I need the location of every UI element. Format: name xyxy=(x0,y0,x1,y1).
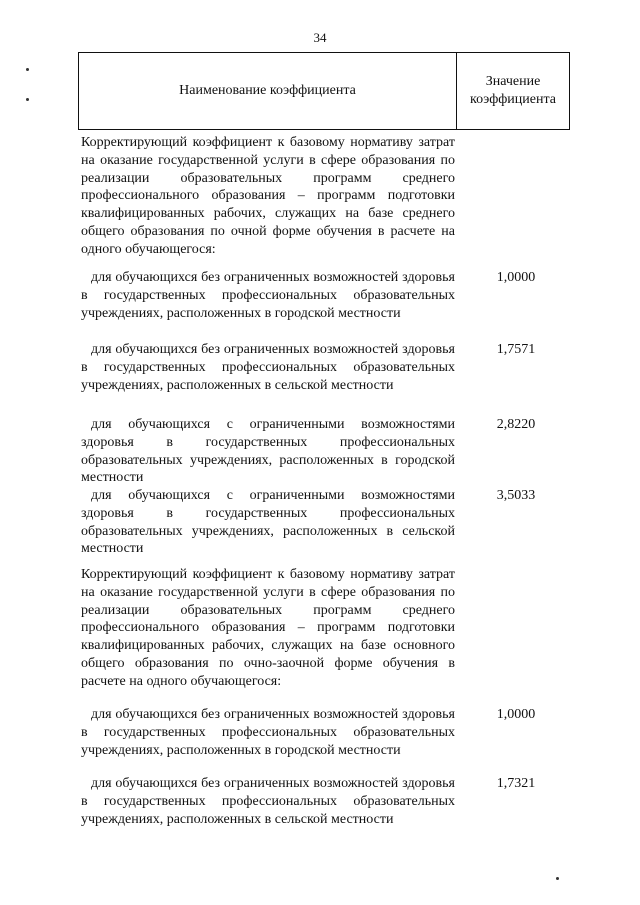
section-1-intro: Корректирующий коэффициент к базовому нормативу затрат на оказание государственной услуги в сфере образования по реализации образовательных программ среднего профессионального образования – программ подготовки квалифицированных рабочих, служащих на базе среднего общего образования по очной форме обучения в расчете на одного обучающегося: xyxy=(81,135,455,257)
scan-mark xyxy=(26,98,29,101)
section-1-row-2-value: 1,7571 xyxy=(496,342,536,357)
section-2-row-2-label: для обучающихся без ограниченных возможностей здоровья в государственных профессиональных образовательных учреждениях, расположенных в сельской местности xyxy=(81,776,455,827)
section-2-row-1-value: 1,0000 xyxy=(496,707,536,722)
scan-mark xyxy=(26,68,29,71)
scan-mark xyxy=(556,877,559,880)
header-value-column: Значение коэффициента xyxy=(470,74,556,107)
section-2-intro: Корректирующий коэффициент к базовому нормативу затрат на оказание государственной услуги в сфере образования по реализации образовательных программ среднего профессионального образования – программ подготовки квалифицированных рабочих, служащих на базе основного общего образования по очно-заочной форме обучения в расчете на одного обучающегося: xyxy=(81,567,455,689)
page-number: 34 xyxy=(313,30,327,45)
section-1-row-3-label: для обучающихся с ограниченными возможностями здоровья в государственных профессиональных образовательных учреждениях, расположенных в городской местности xyxy=(81,417,455,486)
section-2-row-1-label: для обучающихся без ограниченных возможностей здоровья в государственных профессиональных образовательных учреждениях, расположенных в городской местности xyxy=(81,707,455,758)
table-header xyxy=(78,52,570,130)
section-1-row-1-value: 1,0000 xyxy=(496,270,536,285)
header-name-column: Наименование коэффициента xyxy=(79,53,457,129)
section-1-row-4-label: для обучающихся с ограниченными возможностями здоровья в государственных профессиональных образовательных учреждениях, расположенных в сельской местности xyxy=(81,488,455,557)
section-1-row-3-value: 2,8220 xyxy=(496,417,536,432)
section-2-row-2-value: 1,7321 xyxy=(496,776,536,791)
section-1-row-2-label: для обучающихся без ограниченных возможностей здоровья в государственных профессиональных образовательных учреждениях, расположенных в сельской местности xyxy=(81,342,455,393)
section-1-row-1-label: для обучающихся без ограниченных возможностей здоровья в государственных профессиональных образовательных учреждениях, расположенных в городской местности xyxy=(81,270,455,321)
section-1-row-4-value: 3,5033 xyxy=(496,488,536,503)
